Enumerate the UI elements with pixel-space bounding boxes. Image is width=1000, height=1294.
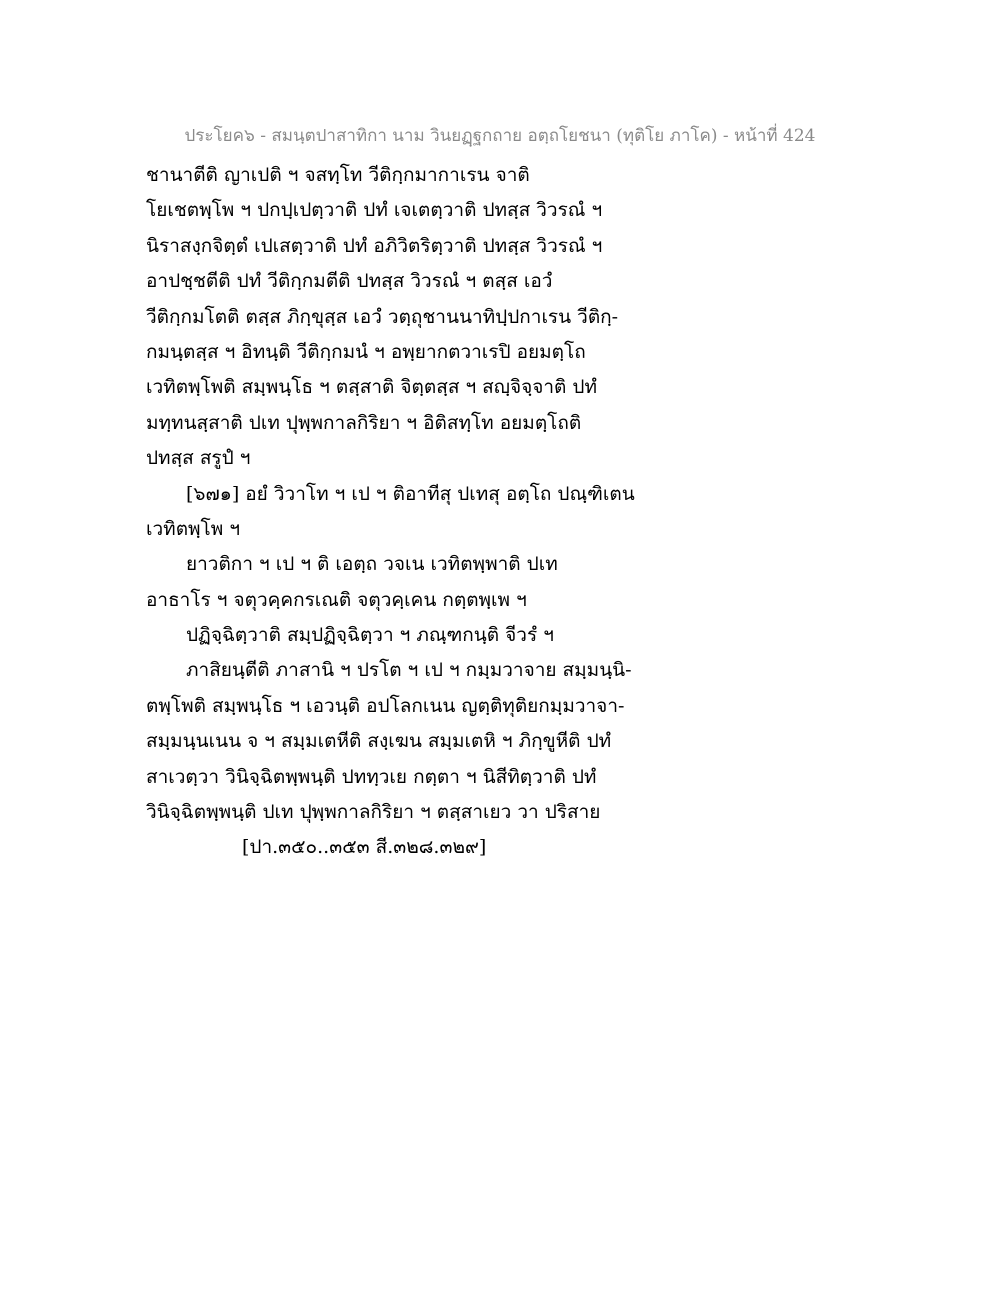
text-line: สมฺมนฺนเนน จ ฯ สมฺมเตหีติ สงฺเฆน สมฺมเตหิ ฯ ภิกฺขูหีติ ปทํ bbox=[146, 730, 612, 753]
text-line: ชานาตีติ ญาเปติ ฯ จสทฺโท วีติกฺกมากาเรน จาติ bbox=[146, 164, 530, 186]
paragraph-start-line: ภาสิยนฺตีติ ภาสานิ ฯ ปรโต ฯ เป ฯ กมฺมวาจาย สมฺมนฺนิ- bbox=[186, 659, 632, 682]
text-line: โยเชตพฺโพ ฯ ปกปฺเปตฺวาติ ปทํ เจเตตฺวาติ ปทสฺส วิวรณํ ฯ bbox=[146, 199, 603, 222]
paragraph-start-line: [๖๗๑] อยํ วิวาโท ฯ เป ฯ ติอาทีสุ ปเทสุ อตฺโถ ปณฺฑิเตน bbox=[186, 482, 635, 505]
text-line: เวทิตพฺโพติ สมฺพนฺโธ ฯ ตสฺสาติ จิตฺตสฺส ฯ สญฺจิจฺจาติ ปทํ bbox=[146, 376, 597, 399]
page-header: ประโยค๖ - สมนฺตปาสาทิกา นาม วินยฏฺฐกถาย อตฺถโยชนา (ทุติโย ภาโค) - หน้าที่ 424 bbox=[184, 126, 816, 146]
text-line: อาปชฺชตีติ ปทํ วีติกฺกมตีติ ปทสฺส วิวรณํ ฯ ตสฺส เอวํ bbox=[146, 270, 553, 293]
text-line: นิราสงฺกจิตฺตํ เปเสตฺวาติ ปทํ อภิวิตริตฺวาติ ปทสฺส วิวรณํ ฯ bbox=[146, 234, 603, 257]
text-line: สาเวตฺวา วินิจฺฉิตพฺพนฺติ ปททฺวเย กตฺตา ฯ นิสีทิตฺวาติ ปทํ bbox=[146, 765, 597, 788]
text-line: ตพฺโพติ สมฺพนฺโธ ฯ เอวนฺติ อปโลกเนน ญตฺติทุติยกมฺมวาจา- bbox=[146, 694, 625, 717]
text-line: อาธาโร ฯ จตุวคฺคกรเณติ จตุวคฺเคน กตฺตพฺเพ ฯ bbox=[146, 588, 527, 611]
text-line: ปทสฺส สรูปํ ฯ bbox=[146, 447, 251, 470]
text-line: วินิจฺฉิตพฺพนฺติ ปเท ปุพฺพกาลกิริยา ฯ ตสฺสาเยว วา ปริสาย bbox=[146, 801, 601, 824]
page-reference: [ปา.๓๕๐..๓๕๓ สี.๓๒๘.๓๒๙] bbox=[242, 836, 487, 859]
text-line: กมนฺตสฺส ฯ อิทนฺติ วีติกฺกมนํ ฯ อพฺยากตวาเรปิ อยมตฺโถ bbox=[146, 340, 586, 363]
paragraph-start-line: ยาวติกา ฯ เป ฯ ติ เอตฺถ วจเน เวทิตพฺพาติ ปเท bbox=[186, 553, 558, 576]
body-text bbox=[146, 158, 866, 866]
text-line: มทฺทนสฺสาติ ปเท ปุพฺพกาลกิริยา ฯ อิติสทฺโท อยมตฺโถติ bbox=[146, 411, 582, 434]
text-line: เวทิตพฺโพ ฯ bbox=[146, 517, 240, 540]
paragraph-start-line: ปฏิจฺฉิตฺวาติ สมฺปฏิจฺฉิตฺวา ฯ ภณฺฑกนฺติ จีวรํ ฯ bbox=[186, 624, 554, 647]
text-line: วีติกฺกมโตติ ตสฺส ภิกฺขุสฺส เอวํ วตฺถุชานนาทิปฺปกาเรน วีติกฺ- bbox=[146, 305, 619, 328]
